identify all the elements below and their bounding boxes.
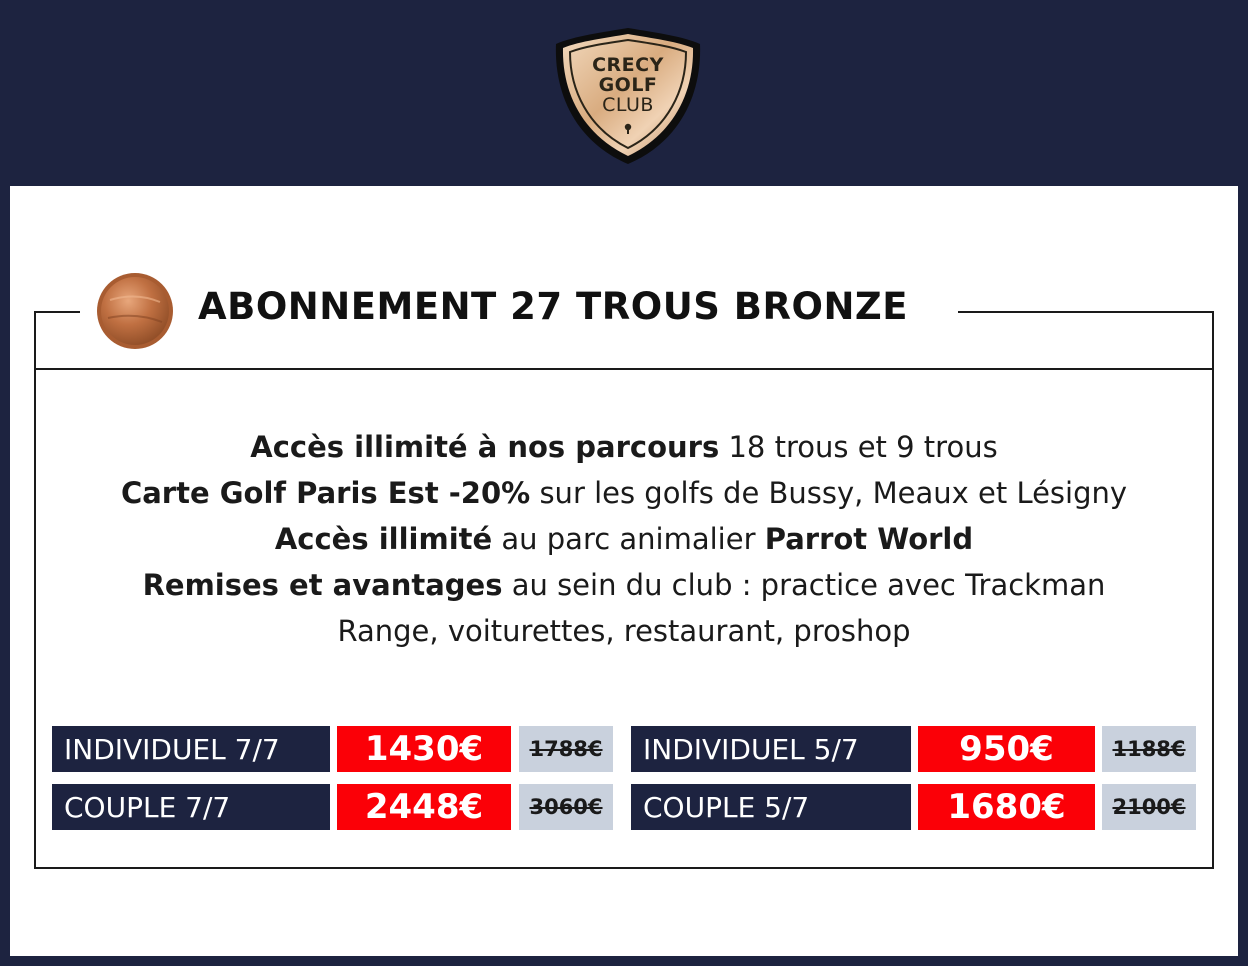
plan-label-couple-7-7: COUPLE 7/7 [52, 784, 330, 830]
bronze-medal-icon [96, 272, 174, 350]
frame-top-right-line [958, 311, 1214, 313]
feature-bold: Accès illimité [274, 522, 493, 556]
feature-line [34, 516, 1214, 562]
feature-bold: Carte Golf Paris Est -20% [120, 476, 531, 510]
feature-text: au parc animalier [492, 522, 765, 556]
feature-bold-2: Parrot World [764, 522, 974, 556]
feature-line [34, 608, 1214, 654]
feature-bold: Remises et avantages [142, 568, 503, 602]
feature-text: sur les golfs de Bussy, Meaux et Lésigny [530, 476, 1128, 510]
plan-price-couple-5-7: 1680€ [918, 784, 1095, 830]
header-divider [34, 368, 1214, 370]
page-title: ABONNEMENT 27 TROUS BRONZE [198, 285, 909, 328]
plan-old-price-individuel-7-7: 1788€ [519, 726, 613, 772]
feature-line [34, 470, 1214, 516]
feature-text: au sein du club : practice avec Trackman [502, 568, 1106, 602]
feature-bold: Accès illimité à nos parcours [250, 430, 720, 464]
feature-text: Range, voiturettes, restaurant, proshop [337, 614, 911, 648]
plan-old-price-couple-7-7: 3060€ [519, 784, 613, 830]
logo-line-2: GOLF [598, 74, 658, 96]
crecy-golf-club-logo [552, 24, 704, 168]
plan-price-couple-7-7: 2448€ [337, 784, 511, 830]
feature-line [34, 424, 1214, 470]
plan-label-individuel-5-7: INDIVIDUEL 5/7 [631, 726, 911, 772]
feature-text: 18 trous et 9 trous [719, 430, 998, 464]
features-list [34, 424, 1214, 654]
logo-line-3: CLUB [602, 94, 654, 116]
plan-label-couple-5-7: COUPLE 5/7 [631, 784, 911, 830]
plan-old-price-individuel-5-7: 1188€ [1102, 726, 1196, 772]
frame-top-left-line [34, 311, 80, 313]
plan-price-individuel-7-7: 1430€ [337, 726, 511, 772]
logo-line-1: CRECY [592, 54, 664, 76]
plan-old-price-couple-5-7: 2100€ [1102, 784, 1196, 830]
feature-line [34, 562, 1214, 608]
plan-label-individuel-7-7: INDIVIDUEL 7/7 [52, 726, 330, 772]
subscription-card [10, 186, 1238, 956]
header-band [0, 0, 1248, 186]
plan-price-individuel-5-7: 950€ [918, 726, 1095, 772]
